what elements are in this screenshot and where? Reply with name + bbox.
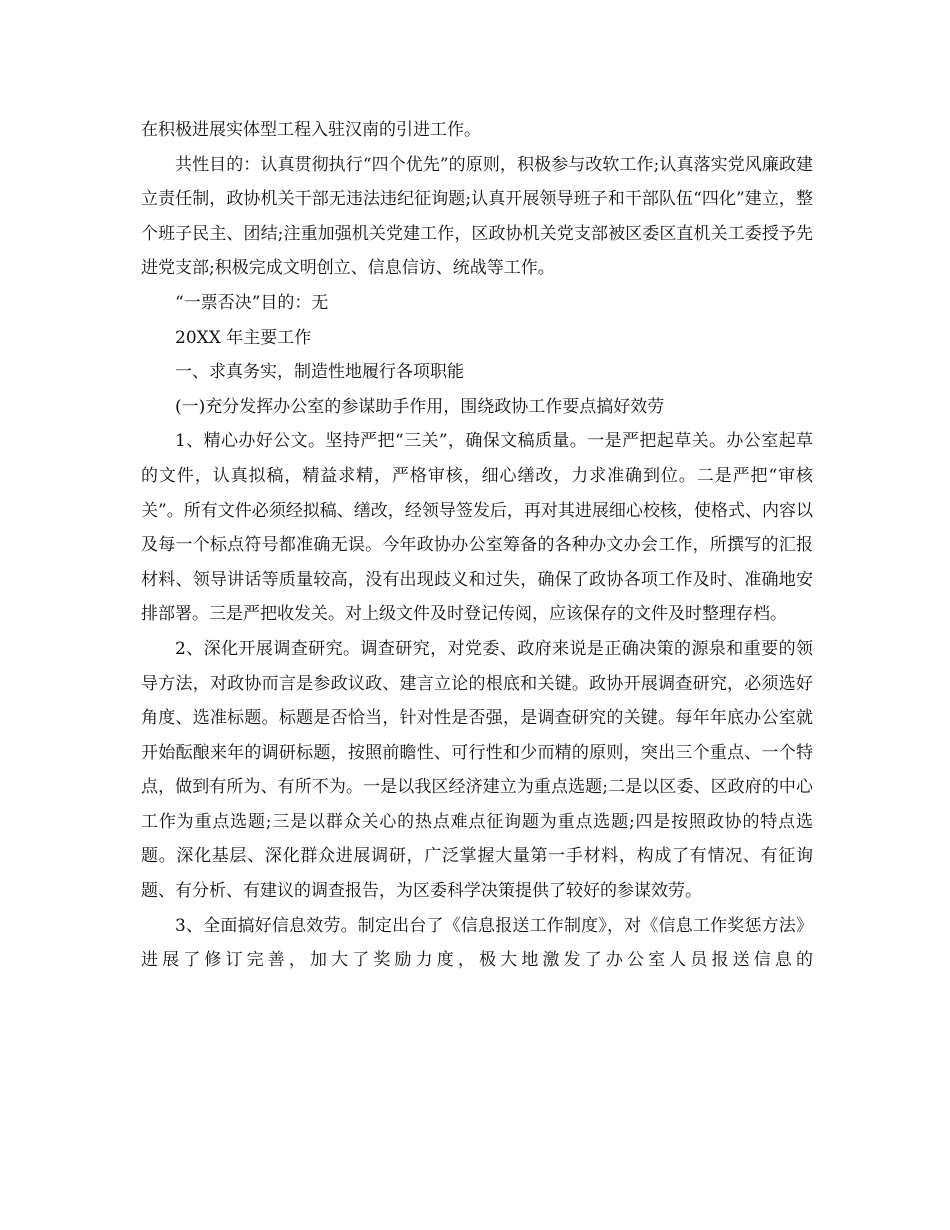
paragraph-veto-goal: “一票否决”目的：无 (175, 292, 329, 313)
body-text (141, 113, 813, 978)
section-heading-1: 一、求真务实，制造性地履行各项职能 (175, 362, 464, 383)
subsection-heading-1-1: (一)充分发挥办公室的参谋助手作用，围绕政协工作要点搞好效劳 (175, 396, 665, 417)
paragraph-continuation: 在积极进展实体型工程入驻汉南的引进工作。 (141, 120, 481, 140)
paragraph-item-1: 1、精心办好公文。坚持严把“三关”，确保文稿质量。一是严把起草关。办公室起草的文件，认真拟稿，精益求精，严格审核，细心缮改，力求准确到位。二是严把“审核关”。所有文件必须经拟稿、缮改，经领导签发后，再对其进展细心校核，使格式、内容以及每一个标点符号都准确无误。今年政协办公室筹备的各种办文办会工作，所撰写的汇报材料、领导讲话等质量较高，没有出现歧义和过失，确保了政协各项工作及时、准确地安排部署。三是严把收发关。对上级文件及时登记传阅，应该保存的文件及时整理存档。 (141, 431, 813, 625)
paragraph-item-2: 2、深化开展调查研究。调查研究，对党委、政府来说是正确决策的源泉和重要的领导方法，对政协而言是参政议政、建言立论的根底和关键。政协开展调查研究，必须选好角度、选准标题。标题是否恰当，针对性是否强，是调查研究的关键。每年年底办公室就开始酝酿来年的调研标题，按照前瞻性、可行性和少而精的原则，突出三个重点、一个特点，做到有所为、有所不为。一是以我区经济建立为重点选题;二是以区委、区政府的中心工作为重点选题;三是以群众关心的热点难点征询题为重点选题;四是按照政协的特点选题。深化基层、深化群众进展调研，广泛掌握大量第一手材料，构成了有情况、有征询题、有分析、有建议的调查报告，为区委科学决策提供了较好的参谋效劳。 (141, 638, 813, 902)
paragraph-item-3: 3、全面搞好信息效劳。制定出台了《信息报送工作制度》，对《信息工作奖惩方法》进展了修订完善，加大了奖励力度，极大地激发了办公室人员报送信息的 (141, 915, 813, 971)
paragraph-common-goals: 共性目的：认真贯彻执行“四个优先”的原则，积极参与改软工作;认真落实党风廉政建立责任制，政协机关干部无违法违纪征询题;认真开展领导班子和干部队伍“四化”建立，整个班子民主、团结;注重加强机关党建工作，区政协机关党支部被区委区直机关工委授予先进党支部;积极完成文明创立、信息信访、统战等工作。 (141, 154, 813, 279)
section-heading-main-work: 20XX 年主要工作 (175, 327, 312, 348)
